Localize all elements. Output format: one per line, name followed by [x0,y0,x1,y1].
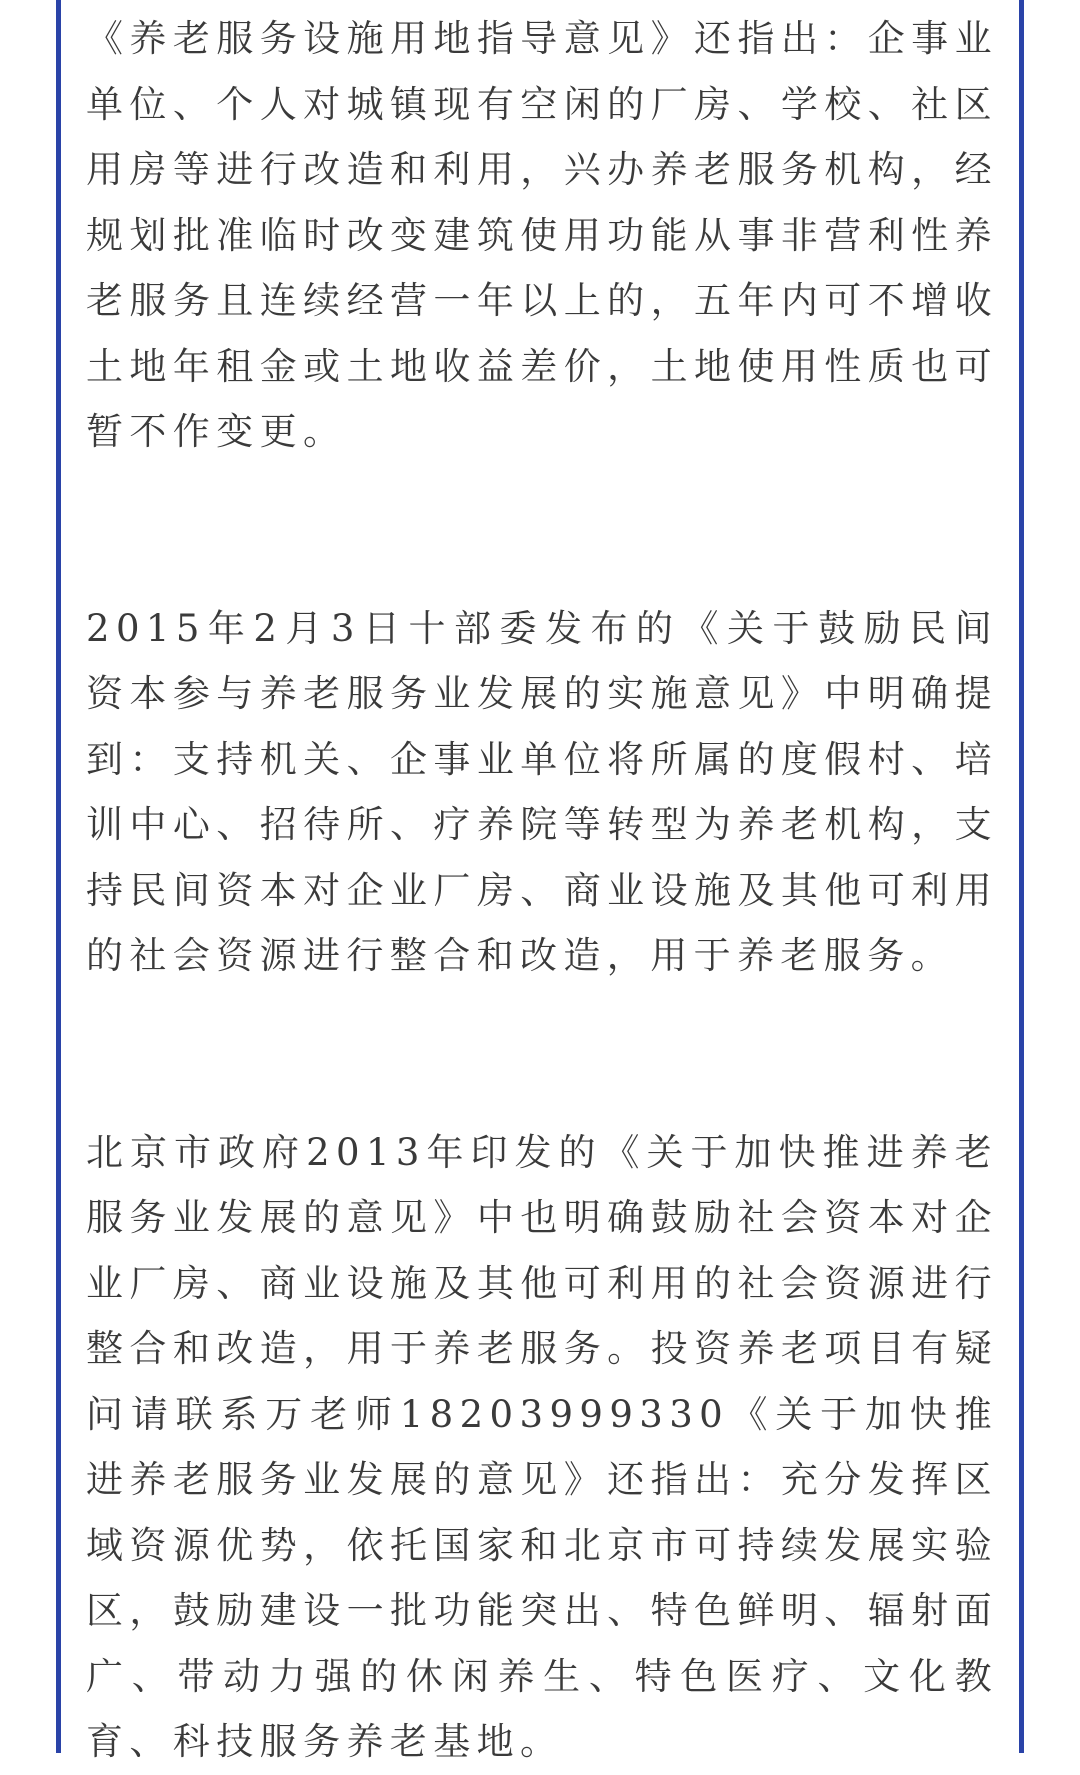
paragraph-private-capital-opinion: 2015年2月3日十部委发布的《关于鼓励民间资本参与养老服务业发展的实施意见》中明确提到：支持机关、企事业单位将所属的度假村、培训中心、招待所、疗养院等转型为养老机构，支持民间资本对企业厂房、商业设施及其他可利用的社会资源进行整合和改造，用于养老服务。 [86,606,998,977]
paragraph-spacer [86,465,998,596]
paragraph-land-use-guideline: 《养老服务设施用地指导意见》还指出：企事业单位、个人对城镇现有空闲的厂房、学校、社区用房等进行改造和利用，兴办养老服务机构，经规划批准临时改变建筑使用功能从事非营利性养老服务且连续经营一年以上的，五年内可不增收土地年租金或土地收益差价，土地使用性质也可暂不作变更。 [86,17,998,453]
paragraph-spacer [86,989,998,1120]
paragraph-beijing-opinion: 北京市政府2013年印发的《关于加快推进养老服务业发展的意见》中也明确鼓励社会资本对企业厂房、商业设施及其他可利用的社会资源进行整合和改造，用于养老服务。投资养老项目有疑问请联系万老师18203999330《关于加快推进养老服务业发展的意见》还指出：充分发挥区域资源优势，依托国家和北京市可持续发展实验区，鼓励建设一批功能突出、特色鲜明、辐射面广、带动力强的休闲养生、特色医疗、文化教育、科技服务养老基地。 [86,1130,998,1763]
article-body [86,6,998,1775]
left-border-line [56,0,61,1753]
right-border-line [1019,0,1024,1753]
